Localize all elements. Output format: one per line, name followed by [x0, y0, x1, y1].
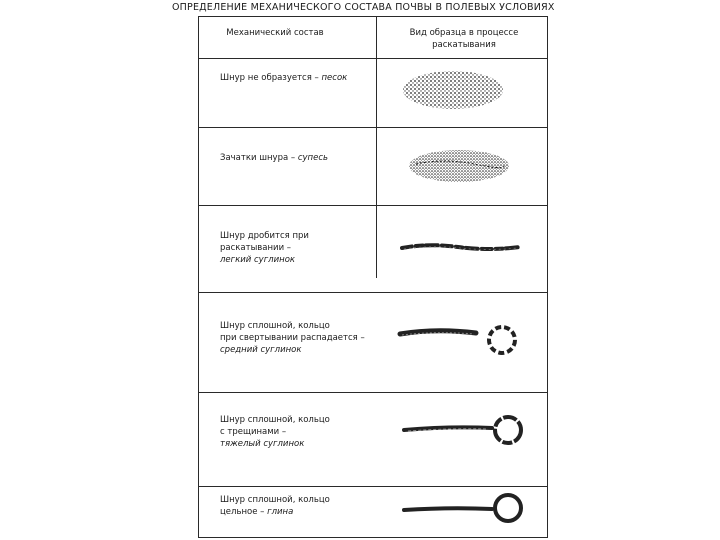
column-divider: [376, 16, 377, 278]
row-light-loam-text-1: Шнур дробится при: [220, 231, 309, 241]
row-sand-text: Шнур не образуется –: [220, 73, 319, 83]
row-medium-loam-text-1: Шнур сплошной, кольцо: [220, 321, 330, 331]
row-sandy-loam-description: [220, 152, 370, 164]
cord-solid-ring-icon: [400, 488, 530, 532]
header-sample-view-line1: Вид образца в процессе: [409, 28, 519, 38]
row-clay-text-1: Шнур сплошной, кольцо: [220, 495, 330, 505]
cord-crumbling-ring-icon: [396, 318, 526, 362]
row-medium-loam-text-2: при свертывании распадается –: [220, 333, 365, 343]
row-clay-text-2: цельное –: [220, 507, 265, 517]
cord-cracked-ring-icon: [400, 408, 530, 452]
row-heavy-loam-description: [220, 414, 370, 450]
row-heavy-loam-text-1: Шнур сплошной, кольцо: [220, 415, 330, 425]
header-sample-view-line2: раскатывания: [432, 40, 496, 50]
page-title: ОПРЕДЕЛЕНИЕ МЕХАНИЧЕСКОГО СОСТАВА ПОЧВЫ В ПОЛЕВЫХ УСЛОВИЯХ: [172, 2, 555, 13]
row-light-loam-text-2: раскатывании –: [220, 243, 292, 253]
row-clay-description: [220, 494, 370, 518]
row-heavy-loam-text-2: с трещинами –: [220, 427, 287, 437]
row-sandy-loam-term: супесь: [297, 153, 329, 163]
row-medium-loam-description: [220, 320, 370, 356]
grainy-roll-icon: [404, 146, 514, 190]
row-light-loam-term: легкий суглинок: [220, 255, 296, 265]
row-light-loam-description: [220, 230, 370, 266]
row-medium-loam-term: средний суглинок: [220, 345, 302, 355]
broken-cord-icon: [398, 236, 528, 260]
header-mechanical-composition: Механический состав: [226, 28, 324, 38]
row-divider: [198, 392, 548, 393]
row-heavy-loam-term: тяжелый суглинок: [220, 439, 305, 449]
row-sandy-loam-text: Зачатки шнура –: [220, 153, 296, 163]
row-divider: [198, 292, 548, 293]
row-sand-description: [220, 72, 370, 84]
row-sand-term: песок: [321, 73, 348, 83]
grainy-blob-icon: [398, 68, 508, 112]
row-clay-term: глина: [267, 507, 294, 517]
row-divider: [198, 205, 548, 206]
row-divider: [198, 127, 548, 128]
row-divider: [198, 486, 548, 487]
row-divider: [198, 58, 548, 59]
